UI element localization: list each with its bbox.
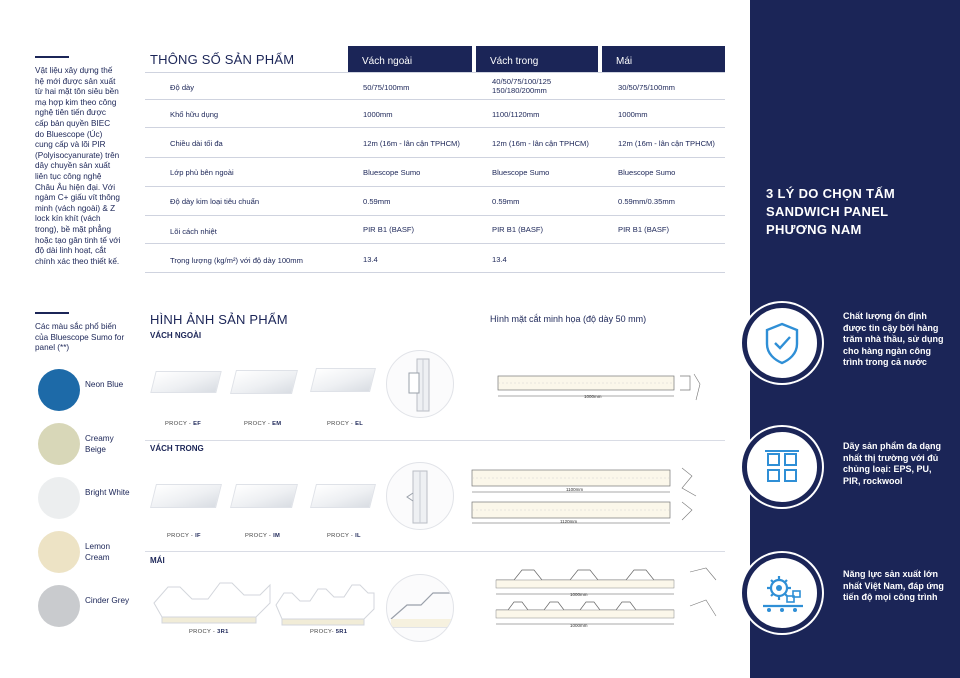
product-description: Vật liệu xây dựng thế hệ mới được sản xuất từ hai mặt tôn siêu bền mạ hợp kim theo công nghệ tiên tiến được cấp bản quyền BIEC do Bluescope (Úc) cung cấp và lõi PIR (Polyisocyanurate) trên dây chuyền sản xuất liên tục công nghệ Châu Âu hiện đại. Với ngàm C+ giấu vít thông minh (vách ngoài) & Z lock kín khít (vách trong), bề mặt phẳng hoặc tạo gân tinh tế với độ dài linh hoạt, cắt chính xác theo thiết kế. xyxy=(35,66,121,266)
joint-detail-roof xyxy=(386,574,454,642)
group-title-exterior: VÁCH NGOÀI xyxy=(150,331,202,340)
color-name: Neon Blue xyxy=(85,380,124,389)
column-header-exterior: Vách ngoài xyxy=(348,46,472,72)
spec-value: Bluescope Sumo xyxy=(363,168,421,177)
spec-value: 12m (16m - lân cận TPHCM) xyxy=(492,139,589,148)
product-caption: PROCY - IF xyxy=(167,533,201,539)
product-caption: PROCY - 3R1 xyxy=(189,629,229,635)
panel-image-el xyxy=(310,368,376,392)
left-accent-rule xyxy=(35,56,69,58)
dimension-label: 1000mm xyxy=(570,623,588,628)
panel-image-5r1 xyxy=(270,573,380,627)
spec-label: Trọng lượng (kg/m²) với độ dày 100mm xyxy=(170,256,303,265)
spec-label: Khổ hữu dụng xyxy=(170,110,219,119)
table-rule xyxy=(145,215,725,216)
cross-section-title: Hình mặt cắt minh họa (độ dày 50 mm) xyxy=(490,314,647,324)
color-swatch-neon-blue xyxy=(38,369,80,411)
spec-value: 0.59mm/0.35mm xyxy=(618,197,675,206)
product-caption: PROCY - IL xyxy=(327,533,361,539)
color-name: Lemon Cream xyxy=(85,542,111,562)
cross-section-exterior xyxy=(496,370,726,410)
color-swatch-cinder-grey xyxy=(38,585,80,627)
spec-value: 13.4 xyxy=(363,255,378,264)
product-caption: PROCY - EM xyxy=(244,421,282,427)
table-rule xyxy=(145,272,725,273)
section-divider xyxy=(145,440,725,441)
spec-value: PIR B1 (BASF) xyxy=(618,225,670,234)
product-boxes-icon xyxy=(747,432,817,502)
factory-gear-icon xyxy=(747,558,817,628)
table-rule xyxy=(145,243,725,244)
spec-value: 13.4 xyxy=(492,255,507,264)
color-swatch-lemon-cream xyxy=(38,531,80,573)
reason-badge xyxy=(742,427,822,507)
reason-text: Năng lực sản xuất lớn nhất Việt Nam, đáp ứng tiến độ mọi công trình xyxy=(843,569,944,602)
panel-image-3r1 xyxy=(148,573,276,627)
spec-value: PIR B1 (BASF) xyxy=(492,225,544,234)
spec-value: 12m (16m - lân cận TPHCM) xyxy=(363,139,460,148)
table-rule xyxy=(145,127,725,128)
color-name: Cinder Grey xyxy=(85,596,130,605)
product-caption: PROCY - IM xyxy=(245,533,281,539)
panel-image-if xyxy=(150,484,222,508)
joint-detail-interior xyxy=(386,462,454,530)
sidebar-title: 3 LÝ DO CHỌN TẤM SANDWICH PANEL PHƯƠNG NAM xyxy=(766,186,896,237)
colors-intro: Các màu sắc phổ biến của Bluescope Sumo for panel (**) xyxy=(35,322,125,353)
color-name: Creamy Beige xyxy=(85,434,114,454)
cross-section-interior xyxy=(470,466,726,526)
product-caption: PROCY- 5R1 xyxy=(310,629,348,635)
spec-value: 0.59mm xyxy=(492,197,520,206)
spec-value: 40/50/75/100/125 150/180/200mm xyxy=(492,77,552,95)
color-name: Bright White xyxy=(85,488,130,497)
spec-label: Lõi cách nhiệt xyxy=(170,227,217,236)
table-rule xyxy=(145,99,725,100)
spec-label: Độ dày xyxy=(170,83,195,92)
group-title-interior: VÁCH TRONG xyxy=(150,444,204,453)
colors-accent-rule xyxy=(35,312,69,314)
spec-label: Lớp phủ bên ngoài xyxy=(170,168,234,177)
spec-value: 0.59mm xyxy=(363,197,391,206)
panel-image-im xyxy=(230,484,298,508)
table-rule xyxy=(145,157,725,158)
group-title-roof: MÁI xyxy=(150,556,165,565)
reason-text: Chất lượng ổn định được tin cậy bởi hàng trăm nhà thầu, sử dụng cho hàng ngàn công trình trong cả nước xyxy=(843,311,944,367)
color-swatch-bright-white xyxy=(38,477,80,519)
cross-section-roof xyxy=(494,566,726,632)
spec-label: Chiều dài tối đa xyxy=(170,139,223,148)
images-title: HÌNH ẢNH SẢN PHẨM xyxy=(150,312,288,327)
table-rule xyxy=(145,72,725,73)
section-divider xyxy=(145,551,725,552)
table-rule xyxy=(145,186,725,187)
joint-detail-exterior xyxy=(386,350,454,418)
product-caption: PROCY - EF xyxy=(165,421,202,427)
shield-check-icon xyxy=(747,308,817,378)
panel-image-em xyxy=(230,370,298,394)
spec-value: 30/50/75/100mm xyxy=(618,83,675,92)
reason-badge xyxy=(742,303,822,383)
dimension-label: 1100mm xyxy=(566,487,584,492)
dimension-label: 1000mm xyxy=(584,394,602,399)
spec-value: 1000mm xyxy=(363,110,393,119)
column-header-roof: Mái xyxy=(602,46,725,72)
spec-value: 12m (16m - lân cận TPHCM) xyxy=(618,139,715,148)
dimension-label: 1000mm xyxy=(570,592,588,597)
reason-text: Dãy sản phẩm đa dạng nhất thị trường với đủ chủng loại: EPS, PU, PIR, rockwool xyxy=(843,441,942,486)
spec-label: Độ dày kim loại tiêu chuẩn xyxy=(170,197,260,206)
product-caption: PROCY - EL xyxy=(327,421,364,427)
panel-image-ef xyxy=(150,371,221,393)
spec-value: 1000mm xyxy=(618,110,648,119)
spec-value: Bluescope Sumo xyxy=(618,168,676,177)
specs-title: THÔNG SỐ SẢN PHẨM xyxy=(150,52,295,67)
column-header-interior: Vách trong xyxy=(476,46,598,72)
dimension-label: 1120mm xyxy=(560,519,578,524)
reason-badge xyxy=(742,553,822,633)
panel-image-il xyxy=(310,484,376,508)
color-swatch-creamy-beige xyxy=(38,423,80,465)
spec-value: 1100/1120mm xyxy=(492,110,540,119)
spec-value: PIR B1 (BASF) xyxy=(363,225,415,234)
spec-value: Bluescope Sumo xyxy=(492,168,550,177)
spec-value: 50/75/100mm xyxy=(363,83,410,92)
